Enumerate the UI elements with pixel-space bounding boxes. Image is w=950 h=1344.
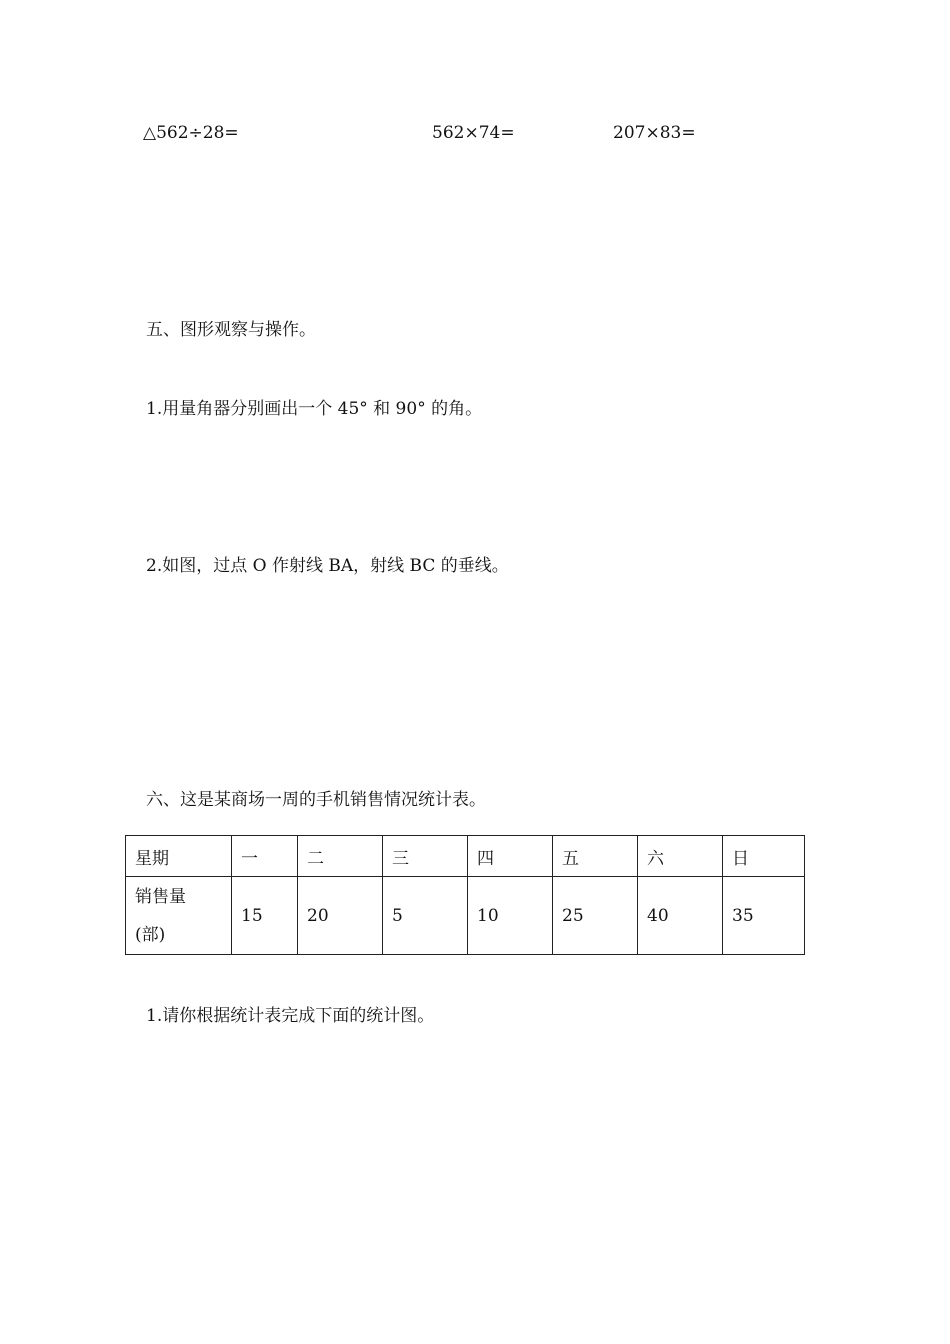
sales-table [125,835,805,955]
section-6-title: 六、这是某商场一周的手机销售情况统计表。 [146,790,486,810]
table-row-days [126,836,805,877]
sales-cell: 35 [723,877,805,955]
sales-cell: 5 [383,877,468,955]
day-cell: 三 [383,836,468,877]
sales-cell: 20 [298,877,383,955]
row-label-day: 星期 [126,836,232,877]
sales-cell: 25 [553,877,638,955]
calculation-1: △562÷28= [143,123,239,143]
sales-cell: 40 [638,877,723,955]
day-cell: 日 [723,836,805,877]
row-label-sales-line1: 销售量 [135,886,186,907]
row-label-sales [126,877,232,955]
sales-cell: 15 [232,877,298,955]
calculation-3: 207×83= [613,123,696,143]
table-row-sales [126,877,805,955]
calculation-2: 562×74= [432,123,515,143]
row-label-sales-line2: (部) [135,924,166,945]
day-cell: 二 [298,836,383,877]
section-5-title: 五、图形观察与操作。 [146,320,316,340]
day-cell: 五 [553,836,638,877]
day-cell: 四 [468,836,553,877]
section-6-question-1: 1.请你根据统计表完成下面的统计图。 [146,1006,435,1026]
day-cell: 一 [232,836,298,877]
sales-cell: 10 [468,877,553,955]
section-5-question-1: 1.用量角器分别画出一个 45° 和 90° 的角。 [146,399,483,419]
section-5-question-2: 2.如图，过点 O 作射线 BA，射线 BC 的垂线。 [146,556,509,576]
day-cell: 六 [638,836,723,877]
